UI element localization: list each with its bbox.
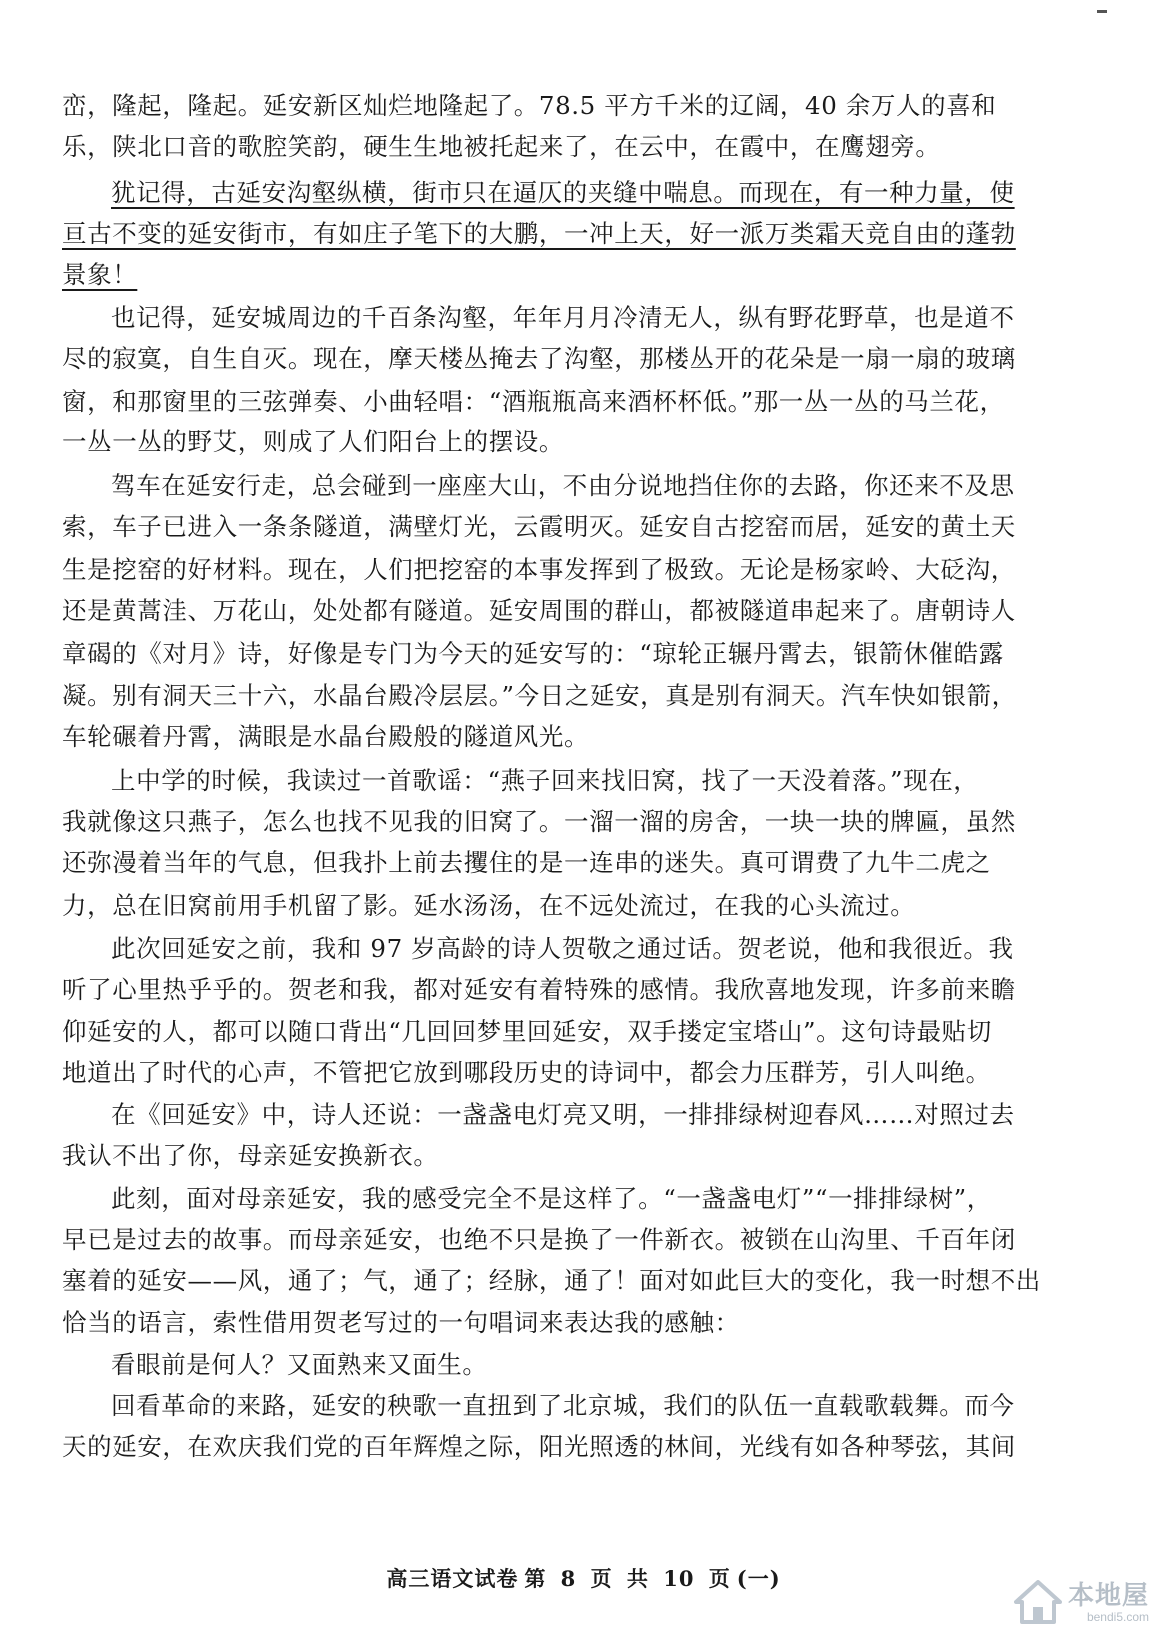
page-footer [0, 1563, 1167, 1593]
footer-total-unit: 页 [708, 1566, 731, 1591]
footer-total-pages: 10 [663, 1566, 695, 1591]
watermark-title: 本地屋 [1067, 1579, 1149, 1610]
text-line: 力，总在旧窝前用手机留了影。延水汤汤，在不远处流过，在我的心头流过。 [62, 891, 916, 920]
underlined-line: 亘古不变的延安街市，有如庄子笔下的大鹏，一冲上天，好一派万类霜天竞自由的蓬勃 [62, 219, 1016, 248]
text-line: 听了心里热乎乎的。贺老和我，都对延安有着特殊的感情。我欣喜地发现，许多前来瞻 [62, 975, 1016, 1004]
text-line: 我认不出了你，母亲延安换新衣。 [62, 1141, 439, 1170]
text-line: 看眼前是何人？又面熟来又面生。 [111, 1350, 488, 1379]
corner-mark [1097, 10, 1107, 13]
footer-page-unit: 页 [590, 1566, 613, 1591]
text-line: 塞着的延安——风，通了；气，通了；经脉，通了！面对如此巨大的变化，我一时想不出 [62, 1266, 1041, 1295]
text-line: 索，车子已进入一条条隧道，满壁灯光，云霞明灭。延安自古挖窑而居，延安的黄土天 [62, 512, 1016, 541]
footer-page-number: 8 [560, 1566, 577, 1591]
text-line: 还是黄蒿洼、万花山，处处都有隧道。延安周围的群山，都被隧道串起来了。唐朝诗人 [62, 596, 1016, 625]
text-line: 凝。别有洞天三十六，水晶台殿冷层层。”今日之延安，真是别有洞天。汽车快如银箭， [62, 681, 1017, 710]
text-line: 章碣的《对月》诗，好像是专门为今天的延安写的：“琼轮正辗丹霄去，银箭休催皓露 [62, 639, 1004, 668]
text-line: 窗，和那窗里的三弦弹奏、小曲轻唱：“酒瓶瓶高来酒杯杯低。”那一丛一丛的马兰花， [62, 387, 1005, 416]
text-line: 在《回延安》中，诗人还说：一盏盏电灯亮又明，一排排绿树迎春风……对照过去 [111, 1100, 1015, 1129]
text-line: 生是挖窑的好材料。现在，人们把挖窑的本事发挥到了极致。无论是杨家岭、大砭沟， [62, 555, 1016, 584]
text-line: 还弥漫着当年的气息，但我扑上前去攫住的是一连串的迷失。真可谓费了九牛二虎之 [62, 848, 991, 877]
text-line: 尽的寂寞，自生自灭。现在，摩天楼丛掩去了沟壑，那楼丛开的花朵是一扇一扇的玻璃 [62, 344, 1016, 373]
text-line: 我就像这只燕子，怎么也找不见我的旧窝了。一溜一溜的房舍，一块一块的牌匾，虽然 [62, 807, 1016, 836]
text-line: 仰延安的人，都可以随口背出“几回回梦里回延安，双手搂定宝塔山”。这句诗最贴切 [62, 1017, 992, 1046]
text-line: 回看革命的来路，延安的秧歌一直扭到了北京城，我们的队伍一直载歌载舞。而今 [111, 1391, 1015, 1420]
house-icon [1012, 1576, 1064, 1628]
underlined-line: 景象！ [62, 260, 138, 289]
text-line: 此次回延安之前，我和 97 岁高龄的诗人贺敬之通过话。贺老说，他和我很近。我 [111, 934, 1014, 963]
text-line: 此刻，面对母亲延安，我的感受完全不是这样了。“一盏盏电灯”“一排排绿树”， [111, 1184, 992, 1213]
text-line: 驾车在延安行走，总会碰到一座座大山，不由分说地挡住你的去路，你还来不及思 [111, 471, 1015, 500]
text-line: 峦，隆起，隆起。延安新区灿烂地隆起了。78.5 平方千米的辽阔，40 余万人的喜和 [62, 91, 997, 120]
footer-page-prefix: 第 [524, 1566, 547, 1591]
text-line: 车轮碾着丹霄，满眼是水晶台殿般的隧道风光。 [62, 722, 590, 751]
text-line: 乐，陕北口音的歌腔笑韵，硬生生地被托起来了，在云中，在霞中，在鹰翅旁。 [62, 132, 941, 161]
watermark-subtitle: bendi5.com [1086, 1609, 1149, 1624]
footer-subject: 高三语文试卷 [386, 1566, 519, 1591]
text-line: 上中学的时候，我读过一首歌谣：“燕子回来找旧窝，找了一天没着落。”现在， [111, 766, 979, 795]
underlined-line: 犹记得，古延安沟壑纵横，街市只在逼仄的夹缝中喘息。而现在，有一种力量，使 [111, 178, 1015, 207]
footer-volume: (一) [736, 1566, 781, 1591]
site-watermark [1012, 1576, 1149, 1628]
text-line: 地道出了时代的心声，不管把它放到哪段历史的诗词中，都会力压群芳，引人叫绝。 [62, 1058, 991, 1087]
text-line: 早已是过去的故事。而母亲延安，也绝不只是换了一件新衣。被锁在山沟里、千百年闭 [62, 1225, 1016, 1254]
text-line: 天的延安，在欢庆我们党的百年辉煌之际，阳光照透的林间，光线有如各种琴弦，其间 [62, 1432, 1016, 1461]
text-line: 一丛一丛的野艾，则成了人们阳台上的摆设。 [62, 427, 564, 456]
text-line: 也记得，延安城周边的千百条沟壑，年年月月冷清无人，纵有野花野草，也是道不 [111, 303, 1015, 332]
text-line: 恰当的语言，索性借用贺老写过的一句唱词来表达我的感触： [62, 1308, 740, 1337]
footer-total-prefix: 共 [626, 1566, 649, 1591]
